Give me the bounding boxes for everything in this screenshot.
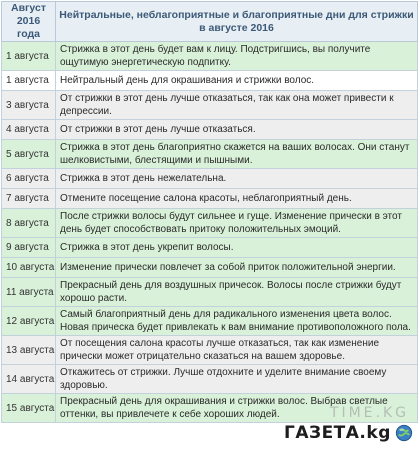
table-row — [2, 238, 418, 258]
date-cell: 10 августа — [2, 258, 56, 278]
description-cell: Откажитесь от стрижки. Лучше отдохните и уделите внимание своему здоровью. — [56, 365, 418, 394]
table-row — [2, 189, 418, 209]
haircut-calendar-table — [1, 1, 418, 423]
description-cell: Самый благоприятный день для радикального изменения цвета волос. Новая прическа будет привлекать к вам внимание противоположного пола. — [56, 307, 418, 336]
time-kg-watermark: TIME.KG — [329, 405, 409, 421]
date-cell: 11 августа — [2, 278, 56, 307]
date-cell: 15 августа — [2, 394, 56, 423]
date-cell: 7 августа — [2, 189, 56, 209]
table-row — [2, 209, 418, 238]
description-cell: Стрижка в этот день укрепит волосы. — [56, 238, 418, 258]
date-cell: 6 августа — [2, 169, 56, 189]
table-body — [2, 42, 418, 423]
table-row — [2, 336, 418, 365]
date-cell: 9 августа — [2, 238, 56, 258]
date-cell: 13 августа — [2, 336, 56, 365]
table-row — [2, 278, 418, 307]
date-cell: 4 августа — [2, 120, 56, 140]
description-cell: Стрижка в этот день будет вам к лицу. Подстригшись, вы получите ощутимую энергетическую подпитку. — [56, 42, 418, 71]
table-row — [2, 365, 418, 394]
table-row — [2, 258, 418, 278]
description-cell: От стрижки в этот день лучше отказаться. — [56, 120, 418, 140]
description-cell: От посещения салона красоты лучше отказаться, так как изменение прически может отрицательно сказаться на вашем здоровье. — [56, 336, 418, 365]
header-description: Нейтральные, неблагоприятные и благоприятные дни для стрижки в августе 2016 — [56, 2, 418, 42]
gazeta-kg-watermark — [284, 422, 414, 444]
description-cell: Отмените посещение салона красоты, неблагоприятный день. — [56, 189, 418, 209]
date-cell: 1 августа — [2, 71, 56, 91]
description-cell: Прекрасный день для воздушных причесок. Волосы после стрижки будут хорошо расти. — [56, 278, 418, 307]
table-row — [2, 91, 418, 120]
table-row — [2, 71, 418, 91]
date-cell: 1 августа — [2, 42, 56, 71]
table-row — [2, 169, 418, 189]
description-cell: После стрижки волосы будут сильнее и гуще. Изменение прически в этот день будет способствовать притоку положительных эмоций. — [56, 209, 418, 238]
date-cell: 8 августа — [2, 209, 56, 238]
date-cell: 3 августа — [2, 91, 56, 120]
description-cell: От стрижки в этот день лучше отказаться, так как она может привести к депрессии. — [56, 91, 418, 120]
header-month: Август 2016 года — [2, 2, 56, 42]
date-cell: 5 августа — [2, 140, 56, 169]
table-row — [2, 42, 418, 71]
description-cell: Прекрасный день для окрашивания и стрижки волос. Выбрав светлые оттенки, вы привлечете к себе хороших людей. — [56, 394, 418, 423]
description-cell: Стрижка в этот день благоприятно скажется на ваших волосах. Они станут шелковистыми, блестящими и пышными. — [56, 140, 418, 169]
table-row — [2, 307, 418, 336]
date-cell: 14 августа — [2, 365, 56, 394]
description-cell: Стрижка в этот день нежелательна. — [56, 169, 418, 189]
globe-icon — [395, 424, 413, 442]
table-row — [2, 140, 418, 169]
date-cell: 12 августа — [2, 307, 56, 336]
table-row — [2, 120, 418, 140]
description-cell: Нейтральный день для окрашивания и стрижки волос. — [56, 71, 418, 91]
description-cell: Изменение прически повлечет за собой приток положительной энергии. — [56, 258, 418, 278]
table-header-row — [2, 2, 418, 42]
gazeta-logo-text: ГАЗЕТА.kg — [284, 423, 391, 443]
